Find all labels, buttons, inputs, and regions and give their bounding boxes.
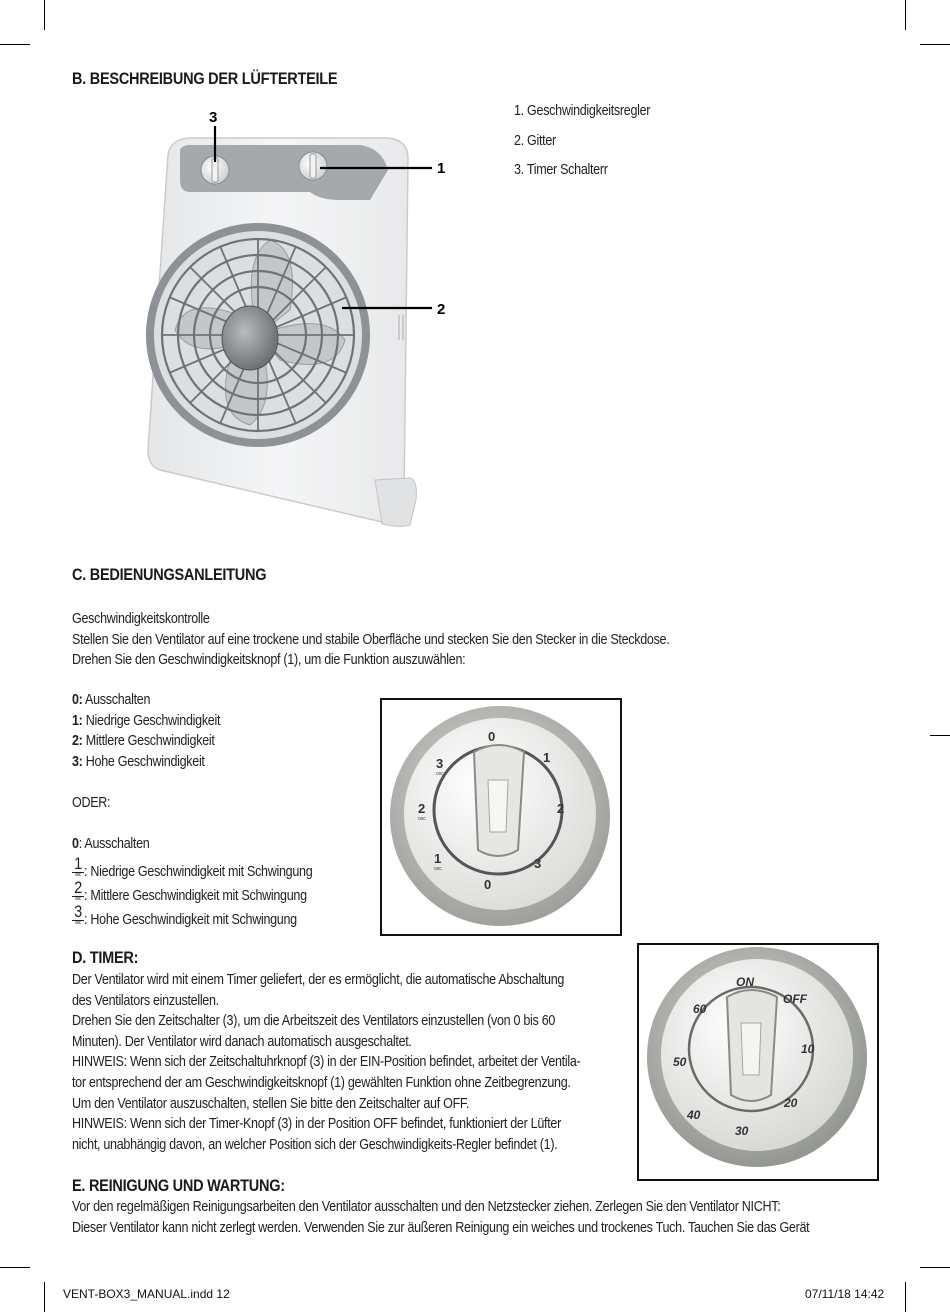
cleaning-line: Dieser Ventilator kann nicht zerlegt werden. Verwenden Sie zur äußeren Reinigung ein weiches und trockenes Tuch. Tauchen Sie das Gerät xyxy=(72,1219,810,1236)
speed-dial-label-2-osc: 2 xyxy=(418,801,426,816)
intro-line: Geschwindigkeitskontrolle xyxy=(72,611,210,627)
speed-dial-label-0-bottom: 0 xyxy=(484,877,492,892)
fan-illustration xyxy=(120,100,480,540)
speed-dial-osc-sub: osc xyxy=(434,866,442,872)
timer-line: des Ventilators einzustellen. xyxy=(72,992,219,1009)
timer-dial-label-50: 50 xyxy=(673,1055,687,1069)
timer-line: Der Ventilator wird mit einem Timer geliefert, der es ermöglicht, die automatische Abschaltung xyxy=(72,972,565,988)
timer-dial-label-30: 30 xyxy=(735,1124,749,1138)
osc-mode-item: 1 osc : Niedrige Geschwindigkeit mit Schwingung xyxy=(72,856,312,883)
osc-mode-item: 2 osc : Mittlere Geschwindigkeit mit Schwingung xyxy=(72,880,307,907)
osc-zero-item: 0: Ausschalten xyxy=(72,836,150,852)
speed-dial-photo xyxy=(380,698,622,936)
timer-dial-label-20: 20 xyxy=(784,1096,798,1110)
timer-line: HINWEIS: Wenn sich der Zeitschaltuhrknopf (3) in der EIN-Position befindet, arbeitet der Ventila- xyxy=(72,1054,581,1071)
mode-item: 3: Hohe Geschwindigkeit xyxy=(72,753,205,770)
timer-dial-label-off: OFF xyxy=(783,992,807,1006)
section-d-title: D. TIMER: xyxy=(72,949,139,967)
footer-file: VENT-BOX3_MANUAL.indd 12 xyxy=(63,1287,230,1301)
timer-dial-drawing xyxy=(639,945,877,1179)
section-e-title: E. REINIGUNG UND WARTUNG: xyxy=(72,1177,285,1195)
speed-dial-label-1-osc: 1 xyxy=(434,851,442,866)
callout-3: 3 xyxy=(209,109,218,126)
timer-dial-label-10: 10 xyxy=(801,1042,815,1056)
cleaning-line: Vor den regelmäßigen Reinigungsarbeiten den Ventilator ausschalten und den Netzstecker ziehen. Zerlegen Sie den Ventilator NICHT: xyxy=(72,1199,781,1215)
timer-line: Minuten). Der Ventilator wird danach automatisch ausgeschaltet. xyxy=(72,1033,412,1050)
intro-line: Stellen Sie den Ventilator auf eine trockene und stabile Oberfläche und stecken Sie den Stecker in die Steckdose. xyxy=(72,631,670,648)
crop-mark xyxy=(0,1267,30,1268)
speed-mode-list xyxy=(72,690,372,772)
crop-mark xyxy=(44,0,45,30)
mode-item: 1: Niedrige Geschwindigkeit xyxy=(72,712,221,729)
or-label: ODER: xyxy=(72,795,111,811)
timer-line: Drehen Sie den Zeitschalter (3), um die Arbeitszeit des Ventilators einzustellen (von 0 bis 60 xyxy=(72,1013,556,1030)
crop-mark xyxy=(44,1282,45,1312)
part-item: 3. Timer Schalterr xyxy=(514,162,608,178)
part-item: 1. Geschwindigkeitsregler xyxy=(514,103,651,119)
crop-mark xyxy=(920,44,950,45)
crop-mark xyxy=(905,1282,906,1312)
speed-dial-osc-sub: osc xyxy=(436,771,444,777)
timer-line: nicht, unabhängig davon, an welcher Position sich der Geschwindigkeits-Regler befindet (1). xyxy=(72,1136,558,1153)
crop-mark xyxy=(0,44,30,45)
speed-dial-label-0-top: 0 xyxy=(488,729,496,744)
intro-line: Drehen Sie den Geschwindigkeitsknopf (1), um die Funktion auszuwählen: xyxy=(72,652,466,669)
callout-2: 2 xyxy=(437,301,446,318)
timer-line: HINWEIS: Wenn sich der Timer-Knopf (3) in der Position OFF befindet, funktioniert der Lüfter xyxy=(72,1116,561,1133)
section-c-title: C. BEDIENUNGSANLEITUNG xyxy=(72,566,267,584)
osc-mode-item: 3 osc : Hohe Geschwindigkeit mit Schwingung xyxy=(72,904,297,931)
part-item: 2. Gitter xyxy=(514,133,556,149)
mode-item: 0: Ausschalten xyxy=(72,692,151,708)
speed-dial-label-2: 2 xyxy=(557,801,565,816)
mode-item: 2: Mittlere Geschwindigkeit xyxy=(72,733,215,750)
crop-mark xyxy=(920,1267,950,1268)
speed-dial-label-3: 3 xyxy=(534,856,542,871)
crop-mark xyxy=(930,735,950,736)
timer-dial-label-40: 40 xyxy=(687,1108,701,1122)
timer-line: tor entsprechend der am Geschwindigkeitsknopf (1) gewählten Funktion ohne Zeitbegrenzung. xyxy=(72,1074,571,1091)
speed-dial-osc-sub: osc xyxy=(418,816,426,822)
callout-1: 1 xyxy=(437,160,446,177)
timer-dial-label-on: ON xyxy=(736,975,754,989)
timer-line: Um den Ventilator auszuschalten, stellen Sie bitte den Zeitschalter auf OFF. xyxy=(72,1095,470,1112)
timer-text xyxy=(72,970,632,1155)
cleaning-text xyxy=(72,1197,892,1238)
speed-dial-label-1: 1 xyxy=(543,750,551,765)
section-c-intro xyxy=(72,609,722,671)
section-b-title: B. BESCHREIBUNG DER LÜFTERTEILE xyxy=(72,70,338,88)
timer-dial-photo xyxy=(637,943,879,1181)
crop-mark xyxy=(905,0,906,30)
speed-dial-label-3-osc: 3 xyxy=(436,756,444,771)
fan-drawing xyxy=(120,100,480,540)
footer-date: 07/11/18 14:42 xyxy=(805,1287,885,1301)
speed-dial-drawing xyxy=(382,700,620,934)
timer-dial-label-60: 60 xyxy=(693,1002,707,1016)
